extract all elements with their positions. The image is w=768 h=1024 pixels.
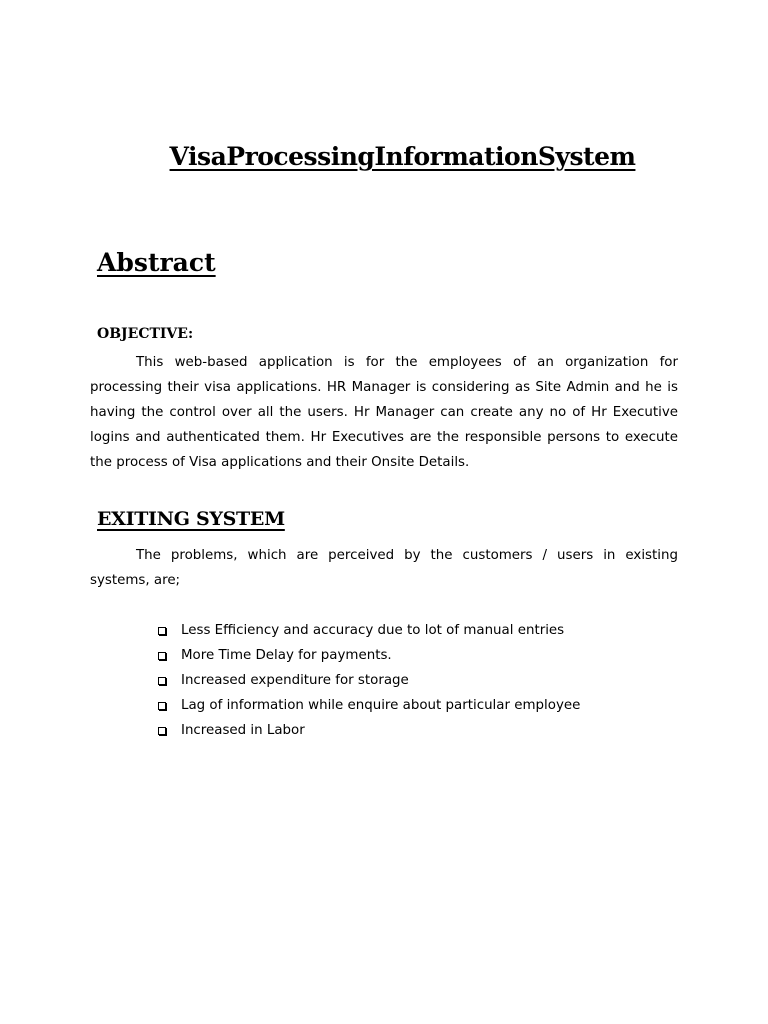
abstract-heading: Abstract — [97, 248, 216, 277]
list-item — [158, 718, 580, 743]
list-item-text: Increased in Labor — [181, 723, 305, 738]
existing-system-intro: The problems, which are perceived by the customers / users in existing systems, are; — [90, 548, 678, 588]
square-bullet-icon — [158, 627, 166, 635]
list-item-text: Less Efficiency and accuracy due to lot of manual entries — [181, 623, 565, 638]
objective-paragraph: This web-based application is for the employees of an organization for processing their visa applications. HR Manager is considering as Site Admin and he is having the control over all the users. Hr Manager can create any no of Hr Executive logins and authenticated them. Hr Executives are the responsible persons to execute the process of Visa applications and their Onsite Details. — [90, 355, 678, 470]
objective-label: OBJECTIVE: — [97, 326, 194, 342]
square-bullet-icon — [158, 652, 166, 660]
list-item-text: Increased expenditure for storage — [181, 673, 409, 688]
page-title: VisaProcessingInformationSystem — [169, 142, 636, 171]
list-item — [158, 643, 580, 668]
existing-system-heading: EXITING SYSTEM — [97, 508, 285, 530]
square-bullet-icon — [158, 702, 166, 710]
list-item — [158, 618, 580, 643]
list-item-text: More Time Delay for payments. — [181, 648, 392, 663]
list-item — [158, 693, 580, 718]
list-item-text: Lag of information while enquire about particular employee — [181, 698, 581, 713]
list-item — [158, 668, 580, 693]
square-bullet-icon — [158, 727, 166, 735]
problem-list — [158, 618, 580, 743]
square-bullet-icon — [158, 677, 166, 685]
